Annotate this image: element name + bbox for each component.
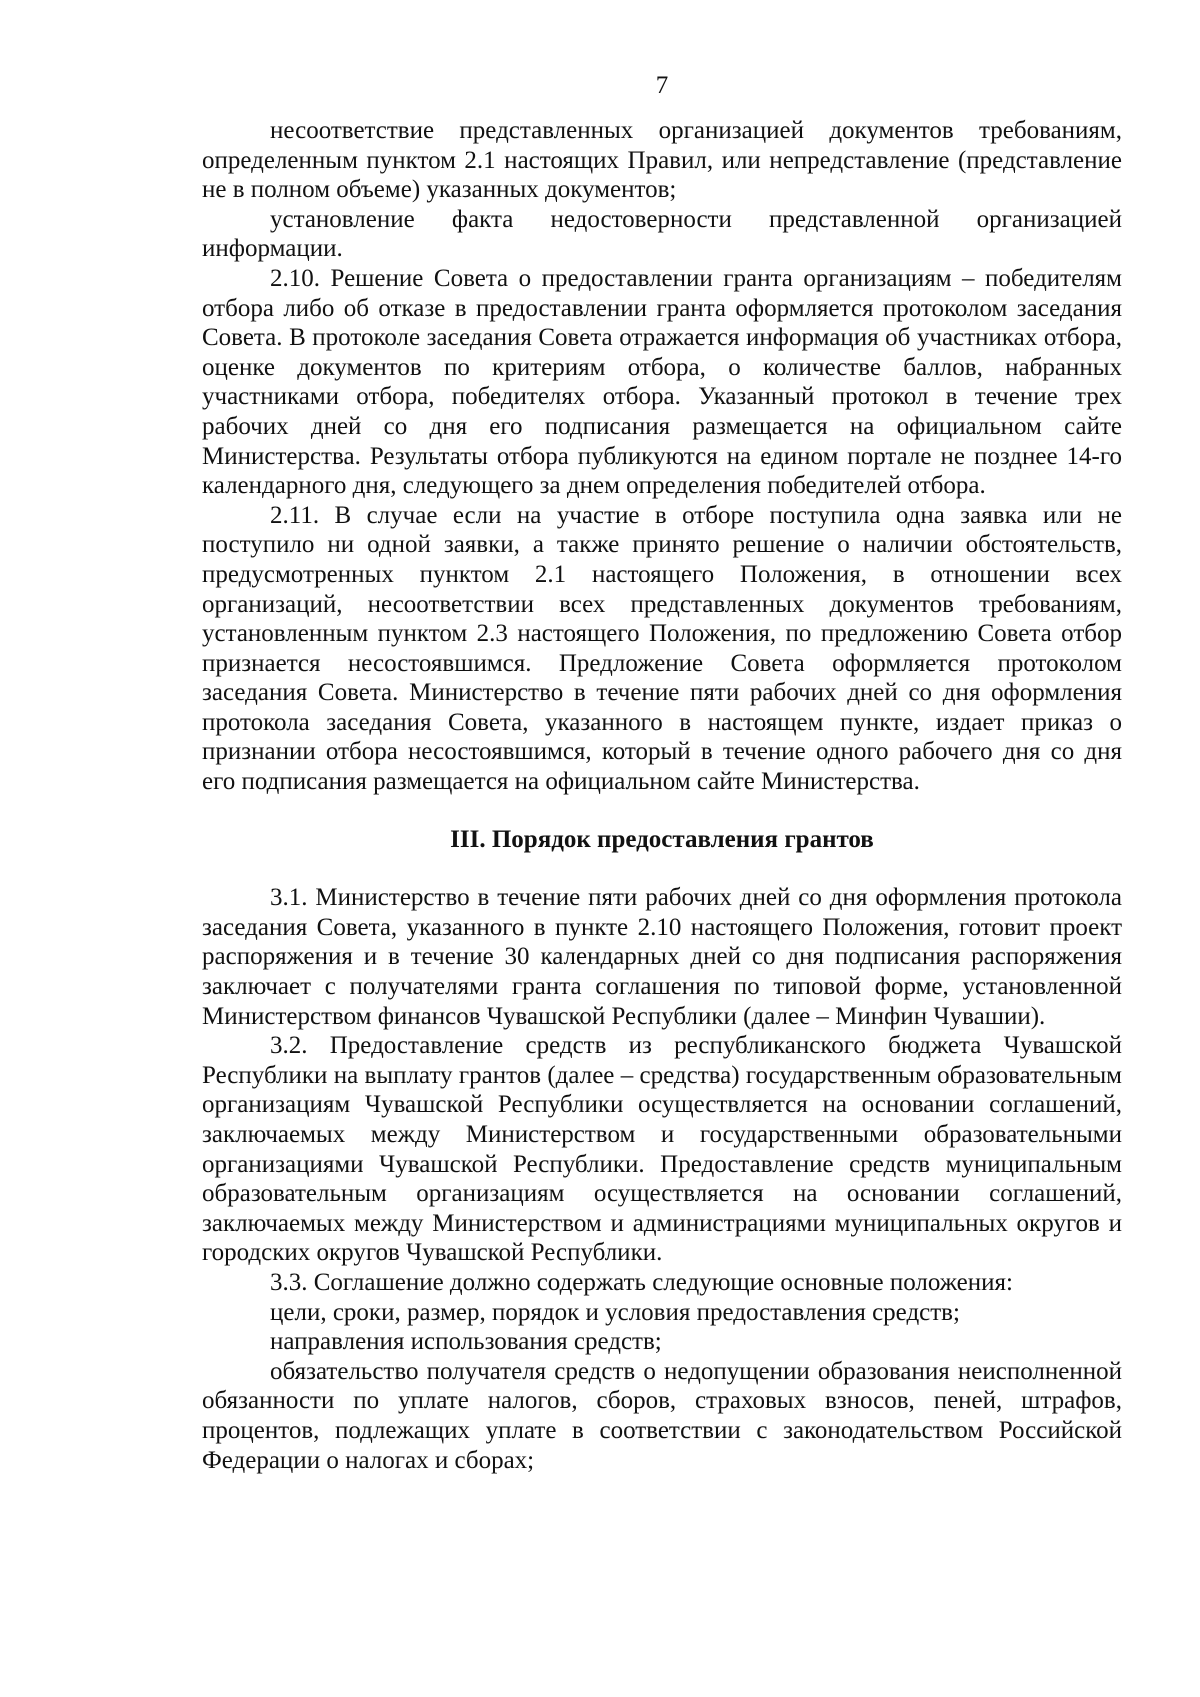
- page-number: 7: [655, 72, 669, 99]
- paragraph-tax-obligation: обязательство получателя средств о недопущении образования неисполненной обязанности по уплате налогов, сборов, страховых взносов, пеней, штрафов, процентов, подлежащих уплате в соответствии с законодательством Российской Федерации о налогах и сборах;: [202, 1357, 1122, 1474]
- document-page: [202, 66, 1122, 1475]
- paragraph-3-2: 3.2. Предоставление средств из республиканского бюджета Чувашской Республики на выплату грантов (далее – средства) государственным образовательным организациям Чувашской Республики осуществляется на основании соглашений, заключаемых между Министерством и государственными образовательными организациями Чувашской Республики. Предоставление средств муниципальным образовательным организациям осуществляется на основании соглашений, заключаемых между Министерством и администрациями муниципальных округов и городских округов Чувашской Республики.: [202, 1032, 1122, 1267]
- paragraph-goals-terms: цели, сроки, размер, порядок и условия предоставления средств;: [270, 1298, 960, 1326]
- paragraph-3-1: 3.1. Министерство в течение пяти рабочих дней со дня оформления протокола заседания Совета, указанного в пункте 2.10 настоящего Положения, готовит проект распоряжения и в течение 30 календарных дней со дня подписания распоряжения заключает с получателями гранта соглашения по типовой форме, установленной Министерством финансов Чувашской Республики (далее – Минфин Чувашии).: [202, 884, 1122, 1030]
- paragraph-3-3: 3.3. Соглашение должно содержать следующие основные положения:: [270, 1268, 1013, 1296]
- section-heading: III. Порядок предоставления грантов: [450, 825, 874, 853]
- paragraph-usage-directions: направления использования средств;: [270, 1328, 662, 1356]
- paragraph-2-11: 2.11. В случае если на участие в отборе поступила одна заявка или не поступило ни одной заявки, а также принято решение о наличии обстоятельств, предусмотренных пунктом 2.1 настоящего Положения, в отношении всех организаций, несоответствии всех представленных документов требованиям, установленным пунктом 2.3 настоящего Положения, по предложению Совета отбор признается несостоявшимся. Предложение Совета оформляется протоколом заседания Совета. Министерство в течение пяти рабочих дней со дня оформления протокола заседания Совета, указанного в настоящем пункте, издает приказ о признании отбора несостоявшимся, который в течение одного рабочего дня со дня его подписания размещается на официальном сайте Министерства.: [202, 501, 1122, 796]
- paragraph-2-10: 2.10. Решение Совета о предоставлении гранта организациям – победителям отбора либо об отказе в предоставлении гранта оформляется протоколом заседания Совета. В протоколе заседания Совета отражается информация об участниках отбора, оценке документов по критериям отбора, о количестве баллов, набранных участниками отбора, победителях отбора. Указанный протокол в течение трех рабочих дней со дня его подписания размещается на официальном сайте Министерства. Результаты отбора публикуются на едином портале не позднее 14-го календарного дня, следующего за днем определения победителей отбора.: [202, 264, 1122, 500]
- paragraph-nonconformity: несоответствие представленных организацией документов требованиям, определенным пунктом 2.1 настоящих Правил, или непредставление (представление не в полном объеме) указанных документов;: [202, 117, 1122, 204]
- paragraph-unreliable-info: установление факта недостоверности представленной организацией информации.: [202, 205, 1122, 263]
